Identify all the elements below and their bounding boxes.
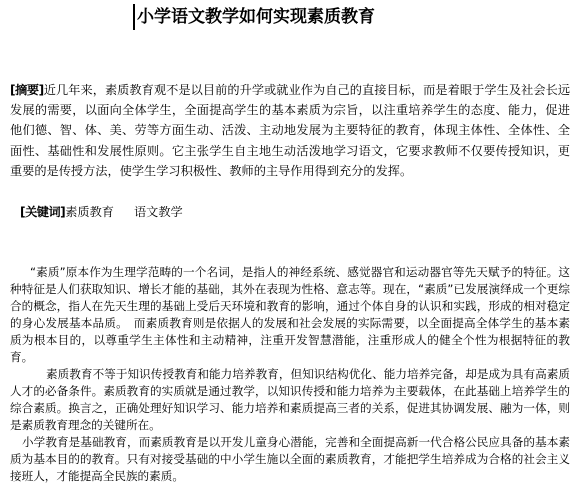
body-paragraph: 小学教育是基础教育，而素质教育是以开发儿童身心潜能，完善和全面提高新一代合格公民应具备的基本素质为基本目的的教育。只有对接受基础的中小学生施以全面的素质教育，才能把学生培养成为合格的社会主义接班人，才能提高全民族的素质。: [10, 435, 570, 483]
text-cursor: [133, 4, 135, 30]
body-paragraph: 素质教育不等于知识传授教育和能力培养教育，但知识结构优化、能力培养完备，却是成为具有高素质人才的必备条件。素质教育的实质就是通过教学，以知识传授和能力培养为主要载体，在此基础上培养学生的综合素质。换言之，正确处理好知识学习、能力培养和素质提高三者的关系，促进其协调发展、融为一体，则是素质教育理念的关键所在。: [10, 367, 570, 432]
keywords-tag: [关键词]: [20, 205, 66, 219]
abstract-text: 近几年来，素质教育观不是以目前的升学或就业作为自己的直接目标，而是着眼于学生及社会长远发展的需要，以面向全体学生，全面提高学生的基本素质为宗旨，以注重培养学生的态度、能力，促进他们德、智、体、美、劳等方面生动、活泼、主动地发展为主要特征的教育，体现主体性、全体性、全面性、基础性和发展性原则。它主张学生自主地生动活泼地学习语文，它要求教师不仅要传授知识，更重要的是传授方法，使学生学习积极性、教师的主导作用得到充分的发挥。: [10, 83, 571, 178]
body-paragraph: “素质”原本作为生理学范畴的一个名词，是指人的神经系统、感觉器官和运动器官等先天赋予的特征。这种特征是人们获取知识、增长才能的基础，其外在表现为性格、意志等。现在，“素质”已发展演绎成一个更综合的概念，指人在先天生理的基础上受后天环境和教育的影响，通过个体自身的认识和实践，形成的相对稳定的身心发展基本品质。 而素质教育则是依据人的发展和社会发展的实际需要，以全面提高全体学生的基本素质为根本目的，以尊重学生主体性和主动精神，注重开发智慧潜能，注重形成人的健全个性为根据特征的教育。: [10, 265, 570, 364]
body-text: [10, 264, 570, 485]
keyword-item: 语文教学: [133, 205, 183, 219]
abstract-tag: [摘要]: [10, 83, 44, 97]
keywords-line: [20, 203, 560, 221]
document-title: 小学语文教学如何实现素质教育: [137, 7, 375, 27]
abstract-paragraph: [10, 80, 570, 181]
keyword-item: 素质教育: [65, 205, 114, 219]
